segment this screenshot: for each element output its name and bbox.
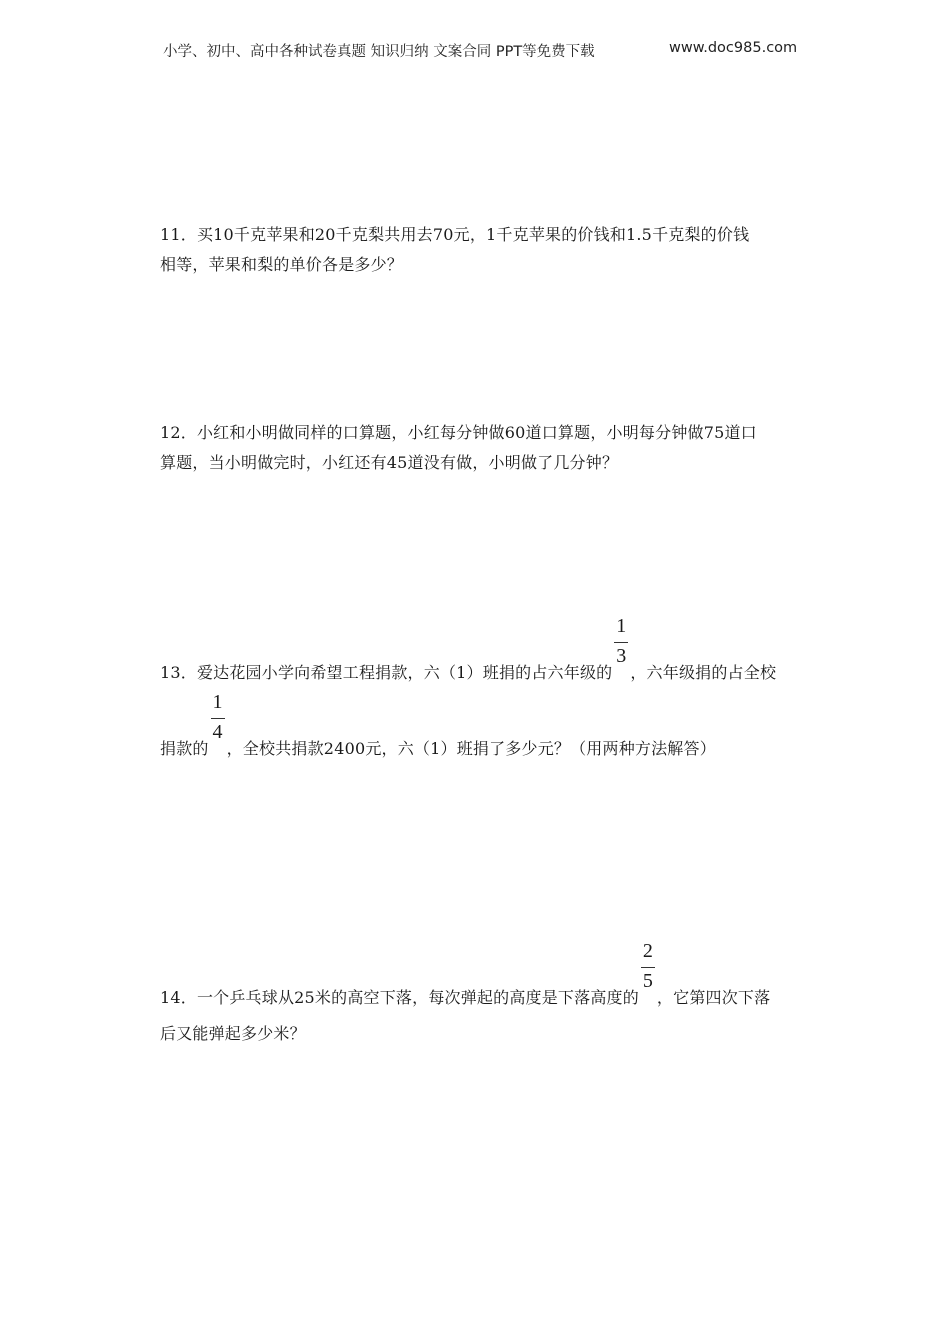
fraction-denominator: 3 bbox=[616, 645, 627, 667]
fraction-numerator: 1 bbox=[212, 691, 223, 713]
question-11 bbox=[160, 220, 792, 280]
fraction-bar bbox=[211, 718, 225, 719]
question-14-line-1-text-pre: 14．一个乒乓球从25米的高空下落，每次弹起的高度是下落高度的 bbox=[160, 988, 639, 1007]
fraction-one-quarter bbox=[209, 691, 227, 764]
header-site-link[interactable]: www.doc985.com bbox=[669, 40, 798, 56]
question-13-line-2 bbox=[160, 691, 792, 764]
page-header bbox=[163, 40, 803, 61]
fraction-numerator: 2 bbox=[642, 940, 654, 962]
fraction-two-fifths bbox=[639, 940, 657, 1013]
question-14 bbox=[160, 940, 792, 1049]
fraction-denominator: 5 bbox=[642, 970, 654, 992]
fraction-one-third bbox=[612, 615, 630, 688]
fraction-numerator: 1 bbox=[616, 615, 627, 637]
question-13-line-1 bbox=[160, 615, 792, 688]
header-text: 小学、初中、高中各种试卷真题 知识归纳 文案合同 PPT等免费下载 bbox=[163, 44, 595, 60]
question-13-line-2-text-pre: 捐款的 bbox=[160, 739, 209, 758]
question-14-line-1 bbox=[160, 940, 792, 1013]
question-12-line-1: 12．小红和小明做同样的口算题，小红每分钟做60道口算题，小明每分钟做75道口 bbox=[160, 423, 757, 442]
question-13-line-1-text-pre: 13．爱达花园小学向希望工程捐款，六（1）班捐的占六年级的 bbox=[160, 663, 613, 682]
question-11-line-1: 11．买10千克苹果和20千克梨共用去70元，1千克苹果的价钱和1.5千克梨的价钱 bbox=[160, 225, 750, 244]
question-14-line-1-text-post: ，它第四次下落 bbox=[656, 988, 771, 1007]
question-13 bbox=[160, 615, 792, 764]
fraction-bar bbox=[641, 967, 655, 968]
question-14-line-2: 后又能弹起多少米？ bbox=[160, 1024, 306, 1043]
question-12 bbox=[160, 418, 792, 478]
fraction-bar bbox=[614, 642, 628, 643]
question-13-line-1-text-post: ，六年级捐的占全校 bbox=[630, 663, 777, 682]
question-13-line-2-text-post: ，全校共捐款2400元，六（1）班捐了多少元？（用两种方法解答） bbox=[226, 739, 716, 758]
question-12-line-2: 算题，当小明做完时，小红还有45道没有做，小明做了几分钟？ bbox=[160, 453, 619, 472]
fraction-denominator: 4 bbox=[212, 721, 223, 743]
question-11-line-2: 相等，苹果和梨的单价各是多少？ bbox=[160, 255, 404, 274]
